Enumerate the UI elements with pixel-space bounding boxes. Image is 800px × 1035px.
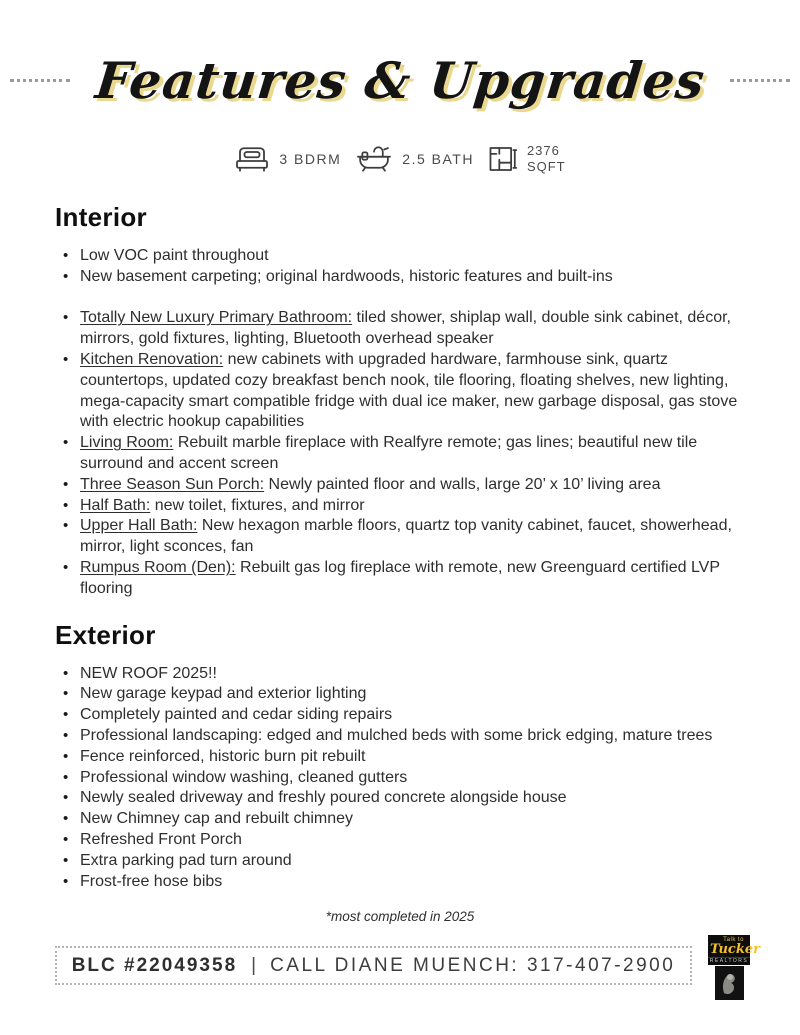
feature-item-lead: Kitchen Renovation: — [80, 350, 224, 368]
decorative-dotted-line-right — [730, 79, 790, 82]
feature-list-item: • Extra parking pad turn around — [80, 851, 747, 872]
feature-list-item: • NEW ROOF 2025!! — [80, 664, 747, 685]
stat-sqft — [488, 143, 566, 174]
tucker-logo-wordmark — [708, 935, 760, 958]
sqft-unit: SQFT — [526, 159, 566, 174]
feature-list-item: • Professional landscaping: edged and mulched beds with some brick edging, mature trees — [80, 726, 747, 747]
footer-separator: | — [251, 954, 257, 976]
tucker-name-text: Tucker — [710, 942, 760, 958]
feature-list-item: • Upper Hall Bath: New hexagon marble floors, quartz top vanity cabinet, faucet, showerhead, mirror, light sconces, fan — [80, 516, 747, 558]
feature-list-item: • New Chimney cap and rebuilt chimney — [80, 809, 747, 830]
footnote: *most completed in 2025 — [325, 909, 475, 925]
feature-list-item: • Kitchen Renovation: new cabinets with upgraded hardware, farmhouse sink, quartz countertops, updated cozy breakfast bench nook, tile flooring, floating shelves, new lighting, mega-capacity smart compatible fridge with dual ice maker, new garbage disposal, gas stove with electric hookup capabilities — [80, 350, 747, 433]
feature-list-item: • Completely painted and cedar siding repairs — [80, 705, 747, 726]
section-heading-exterior: Exterior — [55, 619, 156, 650]
feature-item-lead: Half Bath: — [80, 496, 151, 514]
agent-contact: CALL DIANE MUENCH: 317-407-2900 — [270, 954, 676, 976]
section-exterior — [0, 620, 800, 893]
feature-list-item: • Fence reinforced, historic burn pit rebuilt — [80, 747, 747, 768]
exterior-feature-list — [55, 664, 747, 893]
feature-list-item: • Professional window washing, cleaned gutters — [80, 768, 747, 789]
feature-list-item: • Rumpus Room (Den): Rebuilt gas log fireplace with remote, new Greenguard certified LVP flooring — [80, 558, 747, 600]
feature-list-item: • Low VOC paint throughout — [80, 246, 747, 267]
feature-list-item: • Newly sealed driveway and freshly poured concrete alongside house — [80, 788, 747, 809]
stat-bedrooms — [234, 146, 341, 173]
tucker-brokerage-logo — [708, 935, 760, 1000]
feature-item-lead: Living Room: — [80, 434, 174, 452]
section-interior — [0, 202, 800, 600]
bathrooms-label: 2.5 BATH — [402, 151, 474, 167]
feature-list-item: • Half Bath: new toilet, fixtures, and mirror — [80, 496, 747, 517]
feature-list-item: • New garage keypad and exterior lighting — [80, 684, 747, 705]
tucker-logo-graphic — [715, 966, 744, 1000]
sqft-label — [527, 143, 566, 174]
footer-row — [0, 937, 800, 1000]
header — [0, 30, 800, 130]
property-stats-row — [0, 138, 800, 180]
decorative-dotted-line-left — [10, 79, 70, 82]
feature-item-lead: Three Season Sun Porch: — [80, 475, 265, 493]
feature-list-item: • Refreshed Front Porch — [80, 830, 747, 851]
stat-bathrooms — [355, 145, 474, 173]
interior-feature-list — [55, 246, 747, 600]
feature-item-lead: Upper Hall Bath: — [80, 517, 198, 535]
feature-list-item: • New basement carpeting; original hardwoods, historic features and built-ins — [80, 267, 747, 288]
floorplan-icon — [488, 145, 518, 173]
tucker-talkto-text: Talk to — [723, 937, 744, 944]
feature-list-item: • Totally New Luxury Primary Bathroom: tiled shower, shiplap wall, double sink cabinet, décor, mirrors, gold fixtures, lighting, Bluetooth overhead speaker — [80, 308, 747, 350]
section-heading-interior: Interior — [55, 202, 147, 232]
feature-list-item: • Frost-free hose bibs — [80, 872, 747, 893]
feature-list-item: • Three Season Sun Porch: Newly painted floor and walls, large 20’ x 10’ living area — [80, 475, 747, 496]
bath-icon — [355, 145, 393, 173]
page-title: Features & Upgrades — [92, 50, 708, 110]
sqft-value: 2376 — [526, 143, 560, 159]
feature-list-item: • Living Room: Rebuilt marble fireplace with Realfyre remote; gas lines; beautiful new tile surround and accent screen — [80, 433, 747, 475]
mls-number: BLC #22049358 — [71, 954, 238, 976]
feature-item-lead: Rumpus Room (Den): — [80, 558, 236, 576]
tucker-realtors-text: REALTORS — [709, 958, 749, 965]
bed-icon — [234, 146, 270, 173]
bedrooms-label: 3 BDRM — [279, 151, 342, 167]
feature-item-lead: Totally New Luxury Primary Bathroom: — [80, 309, 353, 327]
footer-contact-bar — [55, 946, 692, 985]
